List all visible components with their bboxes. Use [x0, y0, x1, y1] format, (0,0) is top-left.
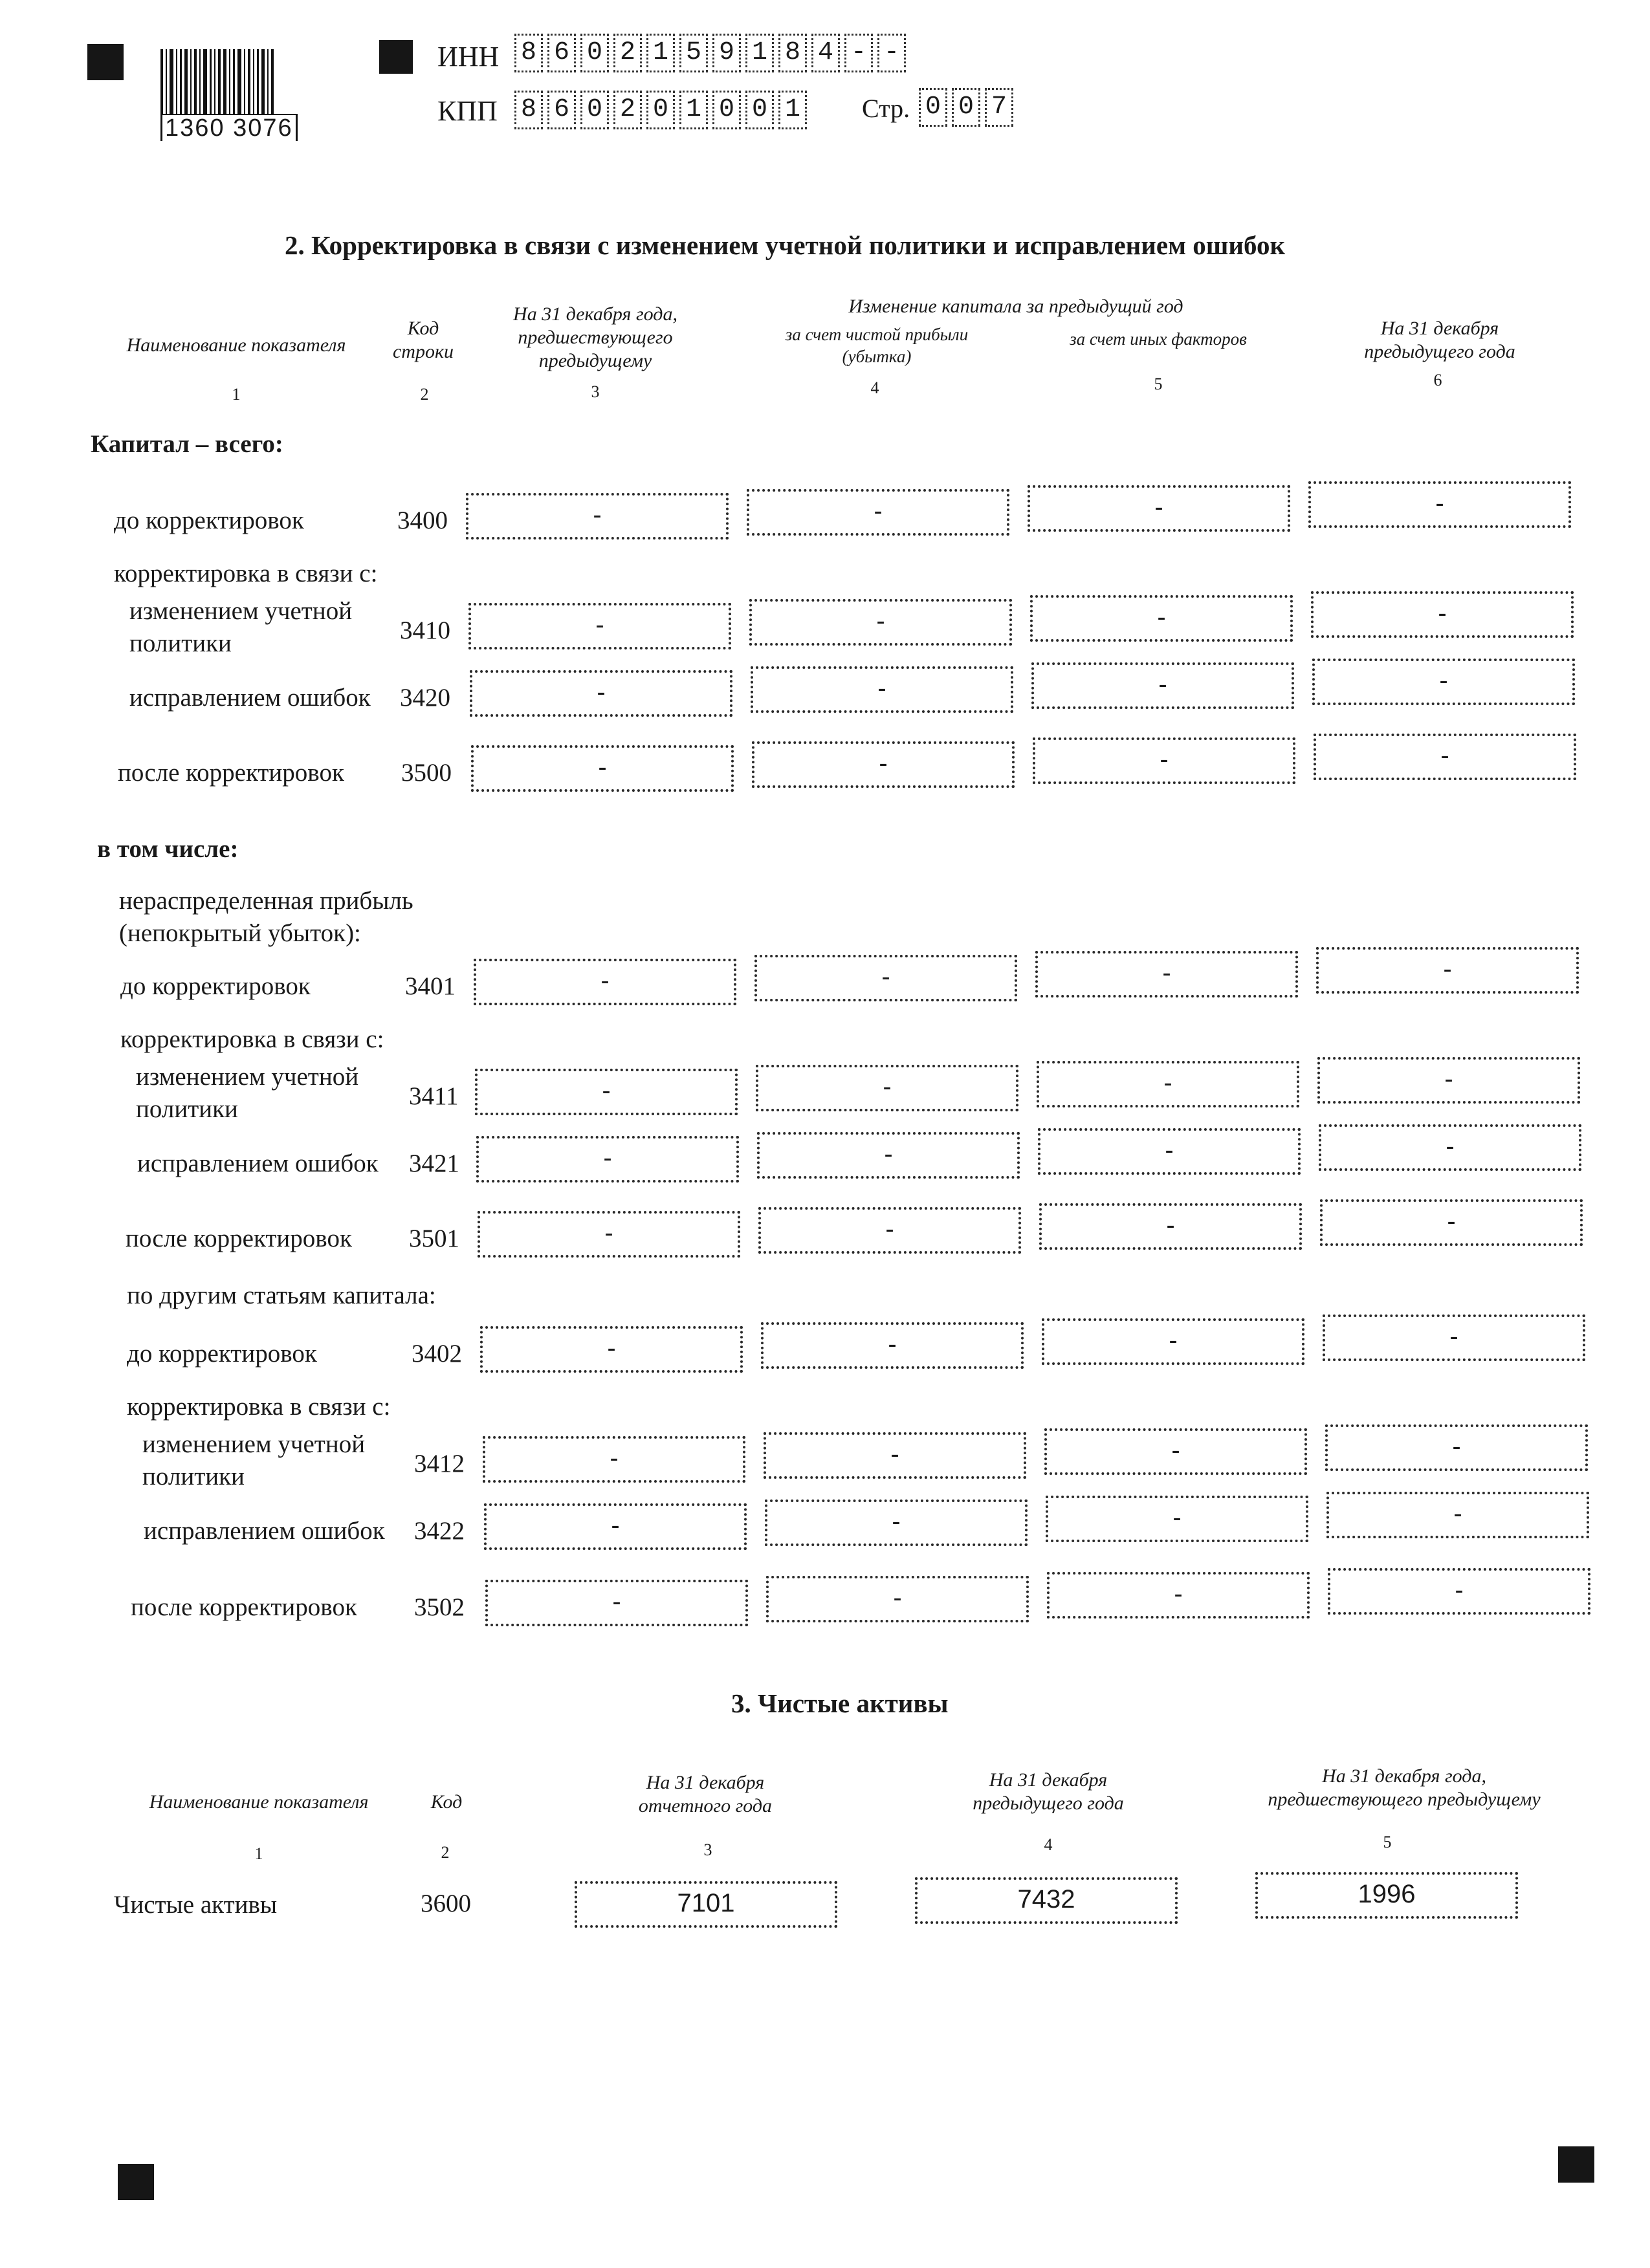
value-field-3411-col6: - — [1317, 1057, 1580, 1104]
kpp-digit-cell: 0 — [646, 91, 675, 129]
s3-column-header-4: На 31 декабря предыдущего года — [973, 1769, 1124, 1814]
row-label: до корректировок — [114, 507, 304, 534]
value-field-3402-col5: - — [1042, 1318, 1304, 1365]
barcode-bar — [190, 49, 192, 114]
kpp-digit-cell: 6 — [547, 91, 576, 129]
value-field-3502-col3: - — [485, 1580, 748, 1626]
page-digit-cell: 7 — [985, 88, 1013, 127]
page-label: Стр. — [862, 94, 910, 123]
row-label: корректировка в связи с: — [114, 560, 378, 587]
barcode-bar — [267, 49, 269, 114]
barcode-bar — [229, 49, 230, 114]
row-label: изменением учетной политики — [142, 1430, 366, 1490]
barcode-bar — [253, 49, 254, 114]
row-label: до корректировок — [120, 972, 311, 1000]
row-code-3401: 3401 — [405, 972, 456, 1000]
value-field-3412-col6: - — [1325, 1424, 1588, 1471]
value-field-3412-col5: - — [1044, 1428, 1307, 1475]
value-field-3420-col5: - — [1031, 662, 1294, 709]
column-number: 1 — [232, 385, 241, 404]
inn-digit-cell: 1 — [745, 34, 774, 72]
s3-column-number: 5 — [1383, 1833, 1392, 1851]
row-label: после корректировок — [118, 759, 344, 787]
value-field-3411-col5: - — [1037, 1061, 1299, 1107]
barcode-bar — [199, 49, 201, 114]
barcode-bar — [166, 49, 167, 114]
s3-column-header-code: Код — [430, 1791, 463, 1813]
barcode-bar — [184, 49, 188, 114]
label-including: в том числе: — [97, 835, 239, 863]
value-field-3412-col3: - — [483, 1436, 745, 1483]
kpp-digit-cell: 1 — [679, 91, 708, 129]
barcode-bar — [257, 49, 259, 114]
row-code-3500: 3500 — [401, 759, 452, 787]
inn-digit-cell: 1 — [646, 34, 675, 72]
s3-column-number: 3 — [703, 1840, 712, 1859]
value-field-3422-col4: - — [765, 1499, 1028, 1546]
page-number-field — [919, 88, 1018, 127]
barcode-number: 1360 3076 — [160, 114, 298, 141]
row-code-3402: 3402 — [412, 1340, 462, 1368]
column-number: 4 — [870, 378, 879, 397]
s3-column-number: 2 — [441, 1843, 450, 1862]
column-header-code: Код строки — [392, 318, 454, 362]
row-code-3502: 3502 — [414, 1593, 465, 1621]
column-number: 3 — [591, 382, 600, 401]
row-code-3412: 3412 — [414, 1450, 465, 1477]
row-label-net-assets: Чистые активы — [114, 1891, 278, 1919]
value-field-3500-col5: - — [1033, 737, 1295, 784]
barcode — [160, 49, 335, 142]
kpp-digit-cell: 0 — [580, 91, 609, 129]
value-field-3400-col6: - — [1308, 481, 1571, 528]
barcode-bar — [237, 49, 241, 114]
value-field-3502-col4: - — [766, 1576, 1029, 1622]
row-label: исправлением ошибок — [144, 1517, 385, 1545]
value-field-3411-col4: - — [756, 1065, 1018, 1111]
value-field-3420-col4: - — [751, 666, 1013, 713]
kpp-digit-cell: 2 — [613, 91, 642, 129]
barcode-bar — [194, 49, 197, 114]
value-field-3420-col3: - — [470, 670, 732, 717]
value-field-3410-col4: - — [749, 599, 1012, 646]
value-field-3410-col5: - — [1030, 595, 1293, 642]
value-field-3501-col5: - — [1039, 1203, 1302, 1250]
row-code-3400: 3400 — [397, 507, 448, 534]
column-header-3: На 31 декабря года, предшествующего предыдущему — [513, 303, 677, 371]
row-label: изменением учетной политики — [129, 597, 353, 657]
barcode-bar — [170, 49, 173, 114]
row-code-3501: 3501 — [409, 1225, 459, 1252]
column-number: 5 — [1154, 375, 1163, 393]
row-label: до корректировок — [127, 1340, 317, 1368]
kpp-label: КПП — [437, 95, 498, 127]
inn-digit-cell: - — [844, 34, 873, 72]
value-field-3422-col6: - — [1326, 1492, 1589, 1538]
value-field-3401-col5: - — [1035, 951, 1298, 998]
value-field-3412-col4: - — [764, 1432, 1026, 1479]
value-field-3501-col4: - — [758, 1207, 1021, 1254]
barcode-bar — [223, 49, 226, 114]
row-code-3410: 3410 — [400, 616, 450, 644]
value-field-3501-col6: - — [1320, 1199, 1583, 1246]
inn-digit-cell: - — [877, 34, 906, 72]
column-number: 6 — [1433, 371, 1442, 389]
value-field-3401-col3: - — [474, 959, 736, 1005]
value-field-3422-col5: - — [1046, 1496, 1308, 1542]
inn-digit-cell: 0 — [580, 34, 609, 72]
kpp-digit-cell: 0 — [712, 91, 741, 129]
value-field-3422-col3: - — [484, 1503, 747, 1550]
row-label: изменением учетной политики — [136, 1063, 359, 1123]
net-assets-reporting-year: 7101 — [575, 1881, 837, 1928]
row-label: корректировка в связи с: — [120, 1025, 384, 1053]
inn-digit-cell: 4 — [811, 34, 840, 72]
value-field-3402-col4: - — [761, 1322, 1024, 1369]
value-field-3500-col6: - — [1314, 734, 1576, 780]
s3-column-header-name: Наименование показателя — [149, 1791, 369, 1813]
value-field-3410-col6: - — [1311, 591, 1574, 638]
value-field-3402-col6: - — [1323, 1314, 1585, 1361]
s3-column-header-5: На 31 декабря года, предшествующего предыдущему — [1268, 1765, 1541, 1810]
kpp-digit-cell: 8 — [514, 91, 543, 129]
net-assets-year-before-previous: 1996 — [1255, 1872, 1518, 1919]
inn-digit-cell: 8 — [514, 34, 543, 72]
barcode-bar — [203, 49, 207, 114]
s3-column-header-3: На 31 декабря отчетного года — [638, 1772, 773, 1816]
value-field-3421-col6: - — [1319, 1124, 1581, 1171]
value-field-3401-col4: - — [754, 955, 1017, 1001]
row-code-3421: 3421 — [409, 1150, 459, 1177]
barcode-bar — [214, 49, 215, 114]
section-3-title: 3. Чистые активы — [731, 1688, 949, 1718]
barcode-bar — [261, 49, 265, 114]
label-capital-total: Капитал – всего: — [91, 430, 283, 458]
value-field-3500-col3: - — [471, 745, 734, 792]
value-field-3401-col6: - — [1316, 947, 1579, 994]
barcode-bar — [271, 49, 274, 114]
page-digit-cell: 0 — [952, 88, 980, 127]
column-header-4: за счет чистой прибыли (убытка) — [785, 325, 969, 366]
value-field-3402-col3: - — [480, 1326, 743, 1373]
value-field-3420-col6: - — [1312, 659, 1575, 705]
inn-field — [514, 34, 910, 72]
value-field-3410-col3: - — [468, 603, 731, 649]
value-field-3421-col5: - — [1038, 1128, 1301, 1175]
barcode-bar — [218, 49, 221, 114]
registration-marker — [118, 2164, 154, 2200]
row-code-3600: 3600 — [421, 1890, 471, 1917]
value-field-3400-col5: - — [1028, 485, 1290, 532]
row-label: после корректировок — [126, 1225, 352, 1252]
column-header-name: Наименование показателя — [126, 334, 346, 356]
s3-column-number: 4 — [1044, 1835, 1053, 1854]
inn-label: ИНН — [437, 41, 500, 72]
row-label: исправлением ошибок — [137, 1150, 379, 1177]
row-code-3411: 3411 — [409, 1082, 459, 1110]
value-field-3501-col3: - — [478, 1211, 740, 1258]
label-other-items: по другим статьям капитала: — [127, 1281, 436, 1309]
value-field-3421-col3: - — [476, 1136, 739, 1183]
barcode-bar — [160, 49, 163, 114]
page-digit-cell: 0 — [919, 88, 947, 127]
kpp-field — [514, 91, 811, 129]
kpp-digit-cell: 1 — [778, 91, 807, 129]
value-field-3502-col6: - — [1328, 1568, 1590, 1615]
value-field-3400-col4: - — [747, 489, 1009, 536]
inn-digit-cell: 5 — [679, 34, 708, 72]
barcode-bar — [176, 49, 177, 114]
section-2-title: 2. Корректировка в связи с изменением учетной политики и исправлением ошибок — [285, 230, 1286, 260]
value-field-3411-col3: - — [475, 1069, 738, 1115]
kpp-digit-cell: 0 — [745, 91, 774, 129]
barcode-bar — [180, 49, 182, 114]
barcode-bar — [210, 49, 212, 114]
registration-marker — [379, 40, 413, 74]
net-assets-previous-year: 7432 — [915, 1877, 1178, 1924]
row-label: корректировка в связи с: — [127, 1393, 391, 1421]
row-code-3422: 3422 — [414, 1517, 465, 1545]
barcode-bar — [248, 49, 250, 114]
column-number: 2 — [420, 385, 429, 404]
barcode-bar — [244, 49, 245, 114]
value-field-3400-col3: - — [466, 493, 729, 540]
row-code-3420: 3420 — [400, 684, 450, 712]
registration-marker — [87, 44, 124, 80]
label-retained-earnings: нераспределенная прибыль (непокрытый убыток): — [119, 887, 413, 947]
inn-digit-cell: 9 — [712, 34, 741, 72]
s3-column-number: 1 — [254, 1844, 263, 1863]
inn-digit-cell: 6 — [547, 34, 576, 72]
value-field-3500-col4: - — [752, 741, 1015, 788]
value-field-3502-col5: - — [1047, 1572, 1310, 1619]
barcode-bar — [233, 49, 235, 114]
inn-digit-cell: 8 — [778, 34, 807, 72]
column-header-6: На 31 декабря предыдущего года — [1364, 318, 1515, 362]
value-field-3421-col4: - — [757, 1132, 1020, 1179]
row-label: после корректировок — [131, 1593, 357, 1621]
column-header-group: Изменение капитала за предыдущий год — [848, 296, 1183, 317]
column-header-5: за счет иных факторов — [1070, 329, 1247, 349]
registration-marker — [1558, 2146, 1594, 2183]
inn-digit-cell: 2 — [613, 34, 642, 72]
row-label: исправлением ошибок — [129, 684, 371, 712]
